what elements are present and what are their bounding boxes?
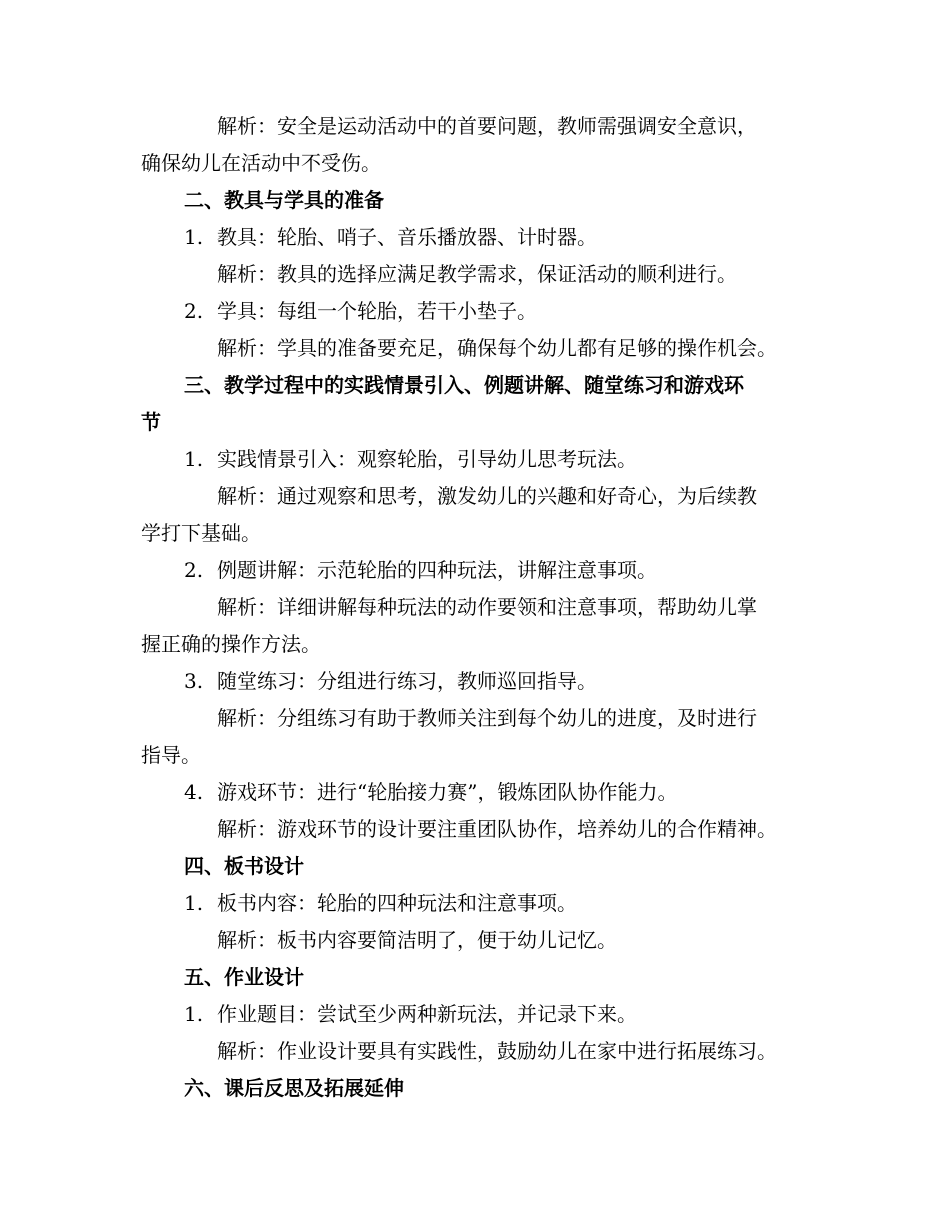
- list-item-text: 作业题目：尝试至少两种新玩法，并记录下来。: [217, 1002, 637, 1026]
- analysis-paragraph-line: 确保幼儿在活动中不受伤。: [141, 151, 381, 175]
- section-heading: 五、作业设计: [184, 965, 304, 989]
- analysis-paragraph-line: 握正确的操作方法。: [141, 632, 321, 656]
- analysis-paragraph-line: 解析：板书内容要简洁明了，便于幼儿记忆。: [217, 928, 617, 952]
- list-item-number: 2.: [184, 299, 204, 323]
- section-heading: 六、课后反思及拓展延伸: [184, 1076, 404, 1100]
- list-item: [141, 774, 825, 811]
- list-item-number: 1.: [184, 225, 204, 249]
- analysis-paragraph-line: 解析：通过观察和思考，激发幼儿的兴趣和好奇心，为后续教: [217, 484, 757, 508]
- list-item-number: 3.: [184, 669, 204, 693]
- analysis-paragraph-line: 解析：游戏环节的设计要注重团队协作，培养幼儿的合作精神。: [217, 817, 777, 841]
- list-item-text: 随堂练习：分组进行练习，教师巡回指导。: [217, 669, 597, 693]
- list-item: [141, 885, 825, 922]
- analysis-paragraph-line: 解析：教具的选择应满足教学需求，保证活动的顺利进行。: [217, 262, 737, 286]
- list-item: [141, 552, 825, 589]
- list-item-text: 板书内容：轮胎的四种玩法和注意事项。: [217, 891, 577, 915]
- section-heading: 三、教学过程中的实践情景引入、例题讲解、随堂练习和游戏环: [184, 373, 744, 397]
- list-item-number: 4.: [184, 780, 204, 804]
- list-item-number: 1.: [184, 891, 204, 915]
- analysis-paragraph-line: 解析：安全是运动活动中的首要问题，教师需强调安全意识，: [217, 114, 757, 138]
- analysis-paragraph-line: 解析：作业设计要具有实践性，鼓励幼儿在家中进行拓展练习。: [217, 1039, 777, 1063]
- section-heading: 四、板书设计: [184, 854, 304, 878]
- list-item-text: 游戏环节：进行“轮胎接力赛”，锻炼团队协作能力。: [217, 780, 678, 804]
- list-item: [141, 441, 825, 478]
- list-item: [141, 219, 825, 256]
- list-item: [141, 293, 825, 330]
- analysis-paragraph-line: 解析：分组练习有助于教师关注到每个幼儿的进度，及时进行: [217, 706, 757, 730]
- list-item-text: 学具：每组一个轮胎，若干小垫子。: [217, 299, 537, 323]
- list-item-number: 1.: [184, 1002, 204, 1026]
- section-heading: 二、教具与学具的准备: [184, 188, 384, 212]
- list-item-number: 2.: [184, 558, 204, 582]
- list-item-text: 教具：轮胎、哨子、音乐播放器、计时器。: [217, 225, 597, 249]
- section-heading: 节: [141, 410, 161, 434]
- analysis-paragraph-line: 解析：详细讲解每种玩法的动作要领和注意事项，帮助幼儿掌: [217, 595, 757, 619]
- list-item: [141, 663, 825, 700]
- analysis-paragraph-line: 解析：学具的准备要充足，确保每个幼儿都有足够的操作机会。: [217, 336, 777, 360]
- list-item-text: 实践情景引入：观察轮胎，引导幼儿思考玩法。: [217, 447, 637, 471]
- list-item-text: 例题讲解：示范轮胎的四种玩法，讲解注意事项。: [217, 558, 657, 582]
- analysis-paragraph-line: 指导。: [141, 743, 201, 767]
- list-item: [141, 996, 825, 1033]
- analysis-paragraph-line: 学打下基础。: [141, 521, 261, 545]
- list-item-number: 1.: [184, 447, 204, 471]
